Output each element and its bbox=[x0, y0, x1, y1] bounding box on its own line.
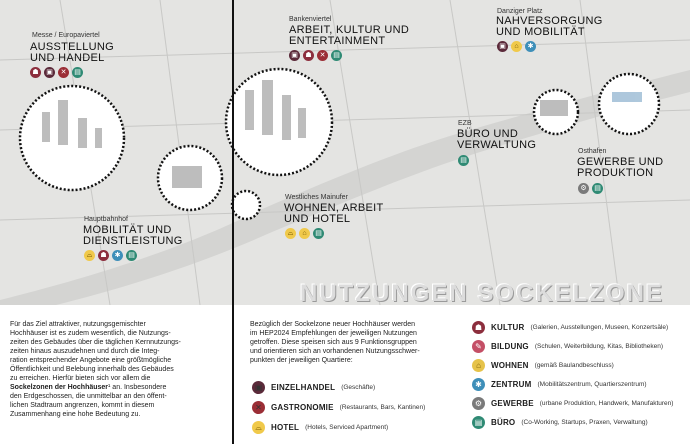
zone-messe-sub: Messe / Europaviertel bbox=[32, 32, 100, 39]
legend-item-hotel bbox=[252, 421, 388, 434]
legend-desc: (Hotels, Serviced Apartment) bbox=[305, 424, 389, 431]
kultur-icon: ☗ bbox=[30, 67, 41, 78]
legend-item-wohnen bbox=[472, 359, 614, 372]
legend-name: BÜRO bbox=[491, 418, 516, 427]
zentrum-icon: ✱ bbox=[112, 250, 123, 261]
col2-line-1: im HEP2024 Empfehlungen der jeweiligen Nutzungen bbox=[250, 330, 417, 337]
zone-ezb-title1: BÜRO UND bbox=[457, 128, 519, 140]
zone-hbf-sub: Hauptbahnhof bbox=[84, 216, 128, 223]
col1-end-0: den Erdgeschossen, die unmittelbar an den öffent- bbox=[10, 393, 167, 400]
zone-messe-icons bbox=[30, 67, 83, 78]
map-title: NUTZUNGEN SOCKELZONE bbox=[300, 280, 664, 305]
col2-line-4: punkten der jeweiligen Quartiere: bbox=[250, 357, 353, 364]
zone-messe-title1: AUSSTELLUNG bbox=[30, 41, 114, 53]
col1-line-6: zu erreichen. Hierfür bieten sich vor allem die bbox=[10, 375, 151, 382]
gastronomie-icon: ✕ bbox=[317, 50, 328, 61]
legend-desc: (gemäß Baulandbeschluss) bbox=[534, 362, 614, 369]
legend-item-buero bbox=[472, 416, 648, 429]
legend-name: WOHNEN bbox=[491, 361, 529, 370]
zone-bankenviertel-sub: Bankenviertel bbox=[289, 16, 332, 23]
legend-desc: (Geschäfte) bbox=[341, 384, 376, 391]
zone-bankenviertel-icons bbox=[289, 50, 342, 61]
zone-circle-messe bbox=[20, 86, 124, 190]
col1-bold: Sockelzonen der Hochhäuser bbox=[10, 384, 109, 391]
einzelhandel-icon: ▣ bbox=[44, 67, 55, 78]
kultur-icon: ☗ bbox=[98, 250, 109, 261]
col1-line-7 bbox=[10, 383, 166, 392]
zone-circle-mainufer bbox=[232, 191, 260, 219]
zone-mainufer-title2: UND HOTEL bbox=[284, 213, 351, 225]
zentrum-icon: ✱ bbox=[472, 378, 485, 391]
bildung-icon: ✎ bbox=[472, 340, 485, 353]
legend-desc: (Co-Working, Startups, Praxen, Verwaltung) bbox=[521, 419, 648, 426]
gewerbe-icon: ⚙ bbox=[578, 183, 589, 194]
buero-icon: ▤ bbox=[313, 228, 324, 239]
zone-ezb-sub: EZB bbox=[458, 120, 472, 127]
zone-ezb-title2: VERWALTUNG bbox=[457, 139, 537, 151]
zone-mainufer-icons bbox=[285, 228, 324, 239]
zone-mainufer-title1: WOHNEN, ARBEIT bbox=[284, 202, 384, 214]
einzelhandel-icon: ▣ bbox=[252, 381, 265, 394]
buero-icon: ▤ bbox=[472, 416, 485, 429]
col1-end-1: lichen Stadtraum angrenzen, kommt in diesem bbox=[10, 402, 155, 409]
col2-line-2: getroffen. Diese speisen sich aus 9 Funktionsgruppen bbox=[250, 339, 417, 346]
zone-hbf-icons bbox=[84, 250, 137, 261]
legend-desc: (urbane Produktion, Handwerk, Manufakturen) bbox=[539, 400, 674, 407]
legend-item-gastronomie bbox=[252, 401, 425, 414]
zone-osthafen-icons bbox=[578, 183, 603, 194]
buero-icon: ▤ bbox=[331, 50, 342, 61]
hotel-icon: ⌓ bbox=[252, 421, 265, 434]
legend-item-zentrum bbox=[472, 378, 647, 391]
gastronomie-icon: ✕ bbox=[252, 401, 265, 414]
legend-item-bildung bbox=[472, 340, 663, 353]
legend-name: HOTEL bbox=[271, 423, 300, 432]
zone-mainufer-sub: Westliches Mainufer bbox=[285, 194, 348, 201]
col1-line-1: Hochhäuser ist es zudem wesentlich, die Nutzungs- bbox=[10, 330, 171, 337]
col2-line-0: Bezüglich der Sockelzone neuer Hochhäuser werden bbox=[250, 321, 415, 328]
legend-name: BILDUNG bbox=[491, 342, 529, 351]
hotel-icon: ⌓ bbox=[285, 228, 296, 239]
legend-name: EINZELHANDEL bbox=[271, 383, 336, 392]
col1-line-0: Für das Ziel attraktiver, nutzungsgemischter bbox=[10, 321, 146, 328]
col1-bold-tail: ¹ an. Insbesondere bbox=[108, 384, 167, 391]
gastronomie-icon: ✕ bbox=[58, 67, 69, 78]
col1-line-2: zeiten des Gebäudes über die täglichen Kernnutzungs- bbox=[10, 339, 181, 346]
zone-osthafen-sub: Osthafen bbox=[578, 148, 607, 155]
buero-icon: ▤ bbox=[126, 250, 137, 261]
buero-icon: ▤ bbox=[592, 183, 603, 194]
zone-osthafen-title1: GEWERBE UND bbox=[577, 156, 664, 168]
zone-hbf-title2: DIENSTLEISTUNG bbox=[83, 235, 183, 247]
legend-desc: (Restaurants, Bars, Kantinen) bbox=[339, 404, 426, 411]
zone-bankenviertel-title2: ENTERTAINMENT bbox=[289, 35, 386, 47]
vertical-divider bbox=[232, 0, 234, 444]
wohnen-icon: ⌂ bbox=[472, 359, 485, 372]
einzelhandel-icon: ▣ bbox=[289, 50, 300, 61]
zone-osthafen-title2: PRODUKTION bbox=[577, 167, 654, 179]
zone-bankenviertel-title1: ARBEIT, KULTUR UND bbox=[289, 24, 410, 36]
zone-danziger-sub: Danziger Platz bbox=[497, 8, 543, 15]
legend-name: GASTRONOMIE bbox=[271, 403, 334, 412]
wohnen-icon: ⌂ bbox=[511, 41, 522, 52]
legend-item-gewerbe bbox=[472, 397, 673, 410]
legend-desc: (Schulen, Weiterbildung, Kitas, Bibliotheken) bbox=[534, 343, 663, 350]
zentrum-icon: ✱ bbox=[525, 41, 536, 52]
kultur-icon: ☗ bbox=[472, 321, 485, 334]
zone-danziger-icons bbox=[497, 41, 536, 52]
legend-desc: (Galerien, Ausstellungen, Museen, Konzertsäle) bbox=[530, 324, 669, 331]
legend-name: ZENTRUM bbox=[491, 380, 532, 389]
buero-icon: ▤ bbox=[458, 155, 469, 166]
legend-name: KULTUR bbox=[491, 323, 525, 332]
col1-line-3: zeiten hinaus auszudehnen und durch die Integ- bbox=[10, 348, 160, 355]
legend-item-kultur bbox=[472, 321, 668, 334]
gewerbe-icon: ⚙ bbox=[472, 397, 485, 410]
zone-hbf-title1: MOBILITÄT UND bbox=[83, 224, 172, 236]
einzelhandel-icon: ▣ bbox=[497, 41, 508, 52]
zone-circle-bankenviertel bbox=[226, 69, 332, 175]
col2-line-3: und orientieren sich an vorhandenen Nutzungsschwer- bbox=[250, 348, 420, 355]
zone-messe-title2: UND HANDEL bbox=[30, 52, 105, 64]
wohnen-icon: ⌂ bbox=[299, 228, 310, 239]
zone-ezb-icons bbox=[458, 155, 469, 166]
col1-end-2: Zusammenhang eine hohe Bedeutung zu. bbox=[10, 411, 141, 418]
legend-desc: (Mobilitätszentrum, Quartierszentrum) bbox=[537, 381, 647, 388]
zone-danziger-title2: UND MOBILITÄT bbox=[496, 26, 585, 38]
col1-line-4: ration entsprechender Angebote eine größtmögliche bbox=[10, 357, 172, 364]
hotel-icon: ⌓ bbox=[84, 250, 95, 261]
legend-item-einzelhandel bbox=[252, 381, 375, 394]
kultur-icon: ☗ bbox=[303, 50, 314, 61]
buero-icon: ▤ bbox=[72, 67, 83, 78]
legend-name: GEWERBE bbox=[491, 399, 534, 408]
zone-circle-danziger bbox=[599, 74, 659, 134]
col1-line-5: Öffentlichkeit und Belebung innerhalb des Gebäudes bbox=[10, 366, 174, 373]
zone-danziger-title1: NAHVERSORGUNG bbox=[496, 15, 603, 27]
